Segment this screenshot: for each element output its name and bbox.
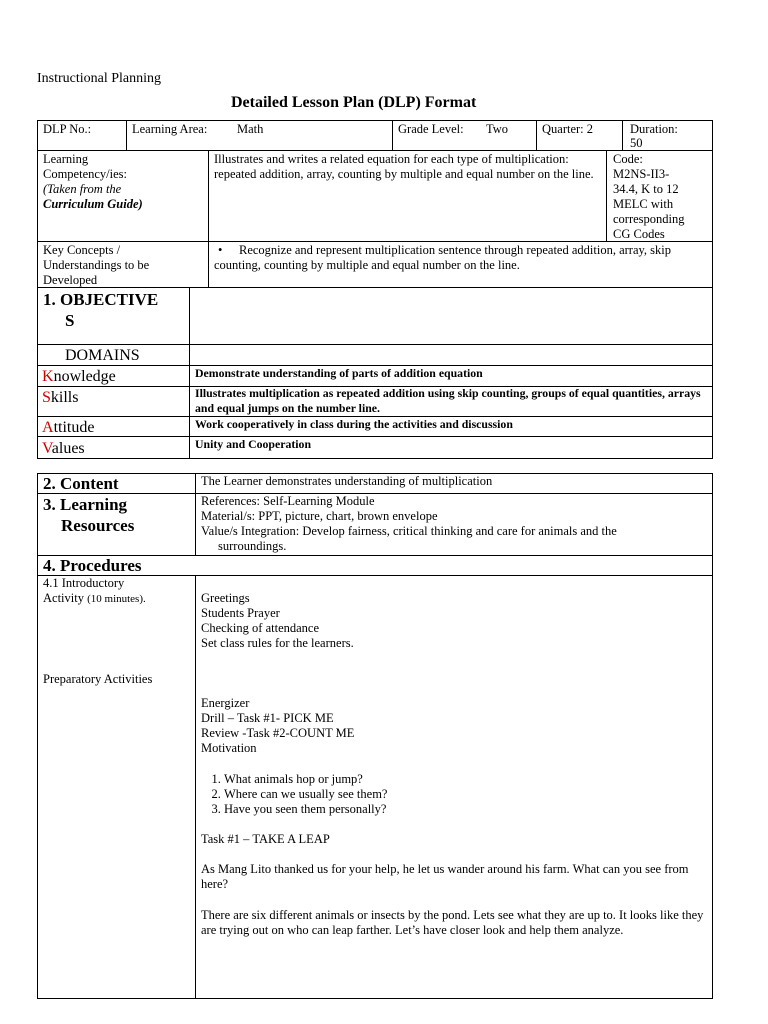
row-divider — [37, 150, 713, 151]
key-concepts-label-line: Understandings to be — [43, 258, 150, 272]
domain-skills-label: Skills — [42, 389, 79, 406]
procedures-heading: 4. Procedures — [43, 556, 142, 575]
code-line: M2NS-II3- — [613, 167, 670, 181]
institution-heading: Instructional Planning — [37, 71, 162, 86]
row-divider — [37, 241, 713, 242]
objectives-heading: 1. OBJECTIVE — [43, 290, 159, 309]
key-concepts-label-line: Developed — [43, 273, 98, 287]
list-item: Greetings — [201, 591, 250, 605]
table-border — [37, 120, 713, 121]
col-divider — [392, 120, 393, 150]
learning-area-value: Math — [237, 122, 264, 136]
code-line: corresponding — [613, 212, 685, 226]
competency-label-line: Learning — [43, 152, 89, 166]
table-border — [37, 120, 38, 458]
code-line: 34.4, K to 12 — [613, 182, 679, 196]
row-divider — [37, 344, 713, 345]
code-line: CG Codes — [613, 227, 665, 241]
task-title: Task #1 – TAKE A LEAP — [201, 832, 330, 846]
table-border — [37, 998, 713, 999]
competency-text: Illustrates and writes a related equation for each type of multiplication: repeated addition, array, counting by multiple and equal number on the line. — [214, 152, 594, 181]
bullet-icon: • — [218, 243, 223, 257]
duration-value: 50 — [630, 136, 643, 150]
preparatory-activities-label: Preparatory Activities — [43, 672, 153, 686]
activities-list — [201, 696, 354, 756]
task-paragraph: As Mang Lito thanked us for your help, he let us wander around his farm. What can you see from here? — [201, 862, 689, 891]
grade-level-label: Grade Level: — [398, 122, 464, 136]
opening-list — [201, 591, 354, 651]
content-text: The Learner demonstrates understanding of multiplication — [201, 474, 493, 488]
resources-heading: 3. Learning — [43, 495, 128, 514]
learning-area-label: Learning Area: — [132, 122, 208, 136]
competency-code — [613, 152, 685, 242]
question-item: 3. Have you seen them personally? — [224, 802, 387, 817]
domain-attitude-label: Attitude — [42, 419, 95, 436]
table-border — [37, 473, 38, 998]
list-item: Energizer — [201, 696, 250, 710]
duration-label: Duration: — [630, 122, 678, 136]
domain-skills-text: Illustrates multiplication as repeated addition using skip counting, groups of equal quantities, arrays and equal jumps on the number line. — [195, 386, 701, 416]
key-concepts-label — [43, 243, 149, 288]
row-divider — [37, 436, 713, 437]
code-line: MELC with — [613, 197, 674, 211]
col-divider — [195, 473, 196, 555]
competency-label — [43, 152, 143, 212]
list-item: Students Prayer — [201, 606, 280, 620]
competency-label-source: Curriculum Guide) — [43, 197, 143, 211]
resources-values-cont: surroundings. — [218, 539, 287, 553]
domain-values-text: Unity and Cooperation — [195, 437, 312, 451]
table-border — [712, 473, 713, 998]
page-title: Detailed Lesson Plan (DLP) Format — [231, 94, 477, 111]
content-heading: 2. Content — [43, 474, 119, 493]
grade-level-value: Two — [486, 122, 509, 136]
col-divider — [195, 575, 196, 998]
dlp-no-label: DLP No.: — [43, 122, 92, 136]
domain-knowledge-text: Demonstrate understanding of parts of addition equation — [195, 366, 483, 380]
key-concepts-label-line: Key Concepts / — [43, 243, 121, 257]
key-concepts-text: Recognize and represent multiplication sentence through repeated addition, array, skip counting, counting by multiple and equal number on the line. — [214, 243, 672, 272]
competency-label-line: Competency/ies: — [43, 167, 128, 181]
list-item: Motivation — [201, 741, 257, 755]
quarter-field: Quarter: 2 — [542, 122, 594, 136]
col-divider — [606, 150, 607, 241]
list-item: Set class rules for the learners. — [201, 636, 354, 650]
domain-knowledge-label: Knowledge — [42, 368, 116, 385]
table-border — [37, 458, 713, 459]
col-divider — [126, 120, 127, 150]
table-border — [712, 120, 713, 458]
col-divider — [189, 287, 190, 458]
competency-label-note: (Taken from the — [43, 182, 122, 196]
intro-minutes: (10 minutes). — [87, 593, 146, 605]
task-paragraph: There are six different animals or insects by the pond. Lets see what they are up to. It looks like they are trying out on who can leap farther. Let’s have closer look and help them analyze. — [201, 908, 704, 937]
row-divider — [37, 493, 713, 494]
question-item: 1. What animals hop or jump? — [224, 772, 387, 787]
intro-activity-label: 4.1 Introductory Activity (10 minutes). — [43, 576, 146, 605]
resources-values: Value/s Integration: Develop fairness, critical thinking and care for animals and the — [201, 524, 617, 538]
list-item: Drill – Task #1- PICK ME — [201, 711, 334, 725]
col-divider — [208, 150, 209, 287]
domain-values-label: Values — [42, 440, 85, 457]
list-item: Checking of attendance — [201, 621, 320, 635]
domains-label: DOMAINS — [65, 347, 140, 364]
list-item: Review -Task #2-COUNT ME — [201, 726, 355, 740]
objectives-heading-cont: S — [65, 311, 75, 330]
col-divider — [622, 120, 623, 150]
question-item: 2. Where can we usually see them? — [224, 787, 387, 802]
resources-materials: Material/s: PPT, picture, chart, brown envelope — [201, 509, 438, 523]
resources-references: References: Self-Learning Module — [201, 494, 375, 508]
col-divider — [536, 120, 537, 150]
motivation-questions — [204, 772, 387, 817]
domain-attitude-text: Work cooperatively in class during the activities and discussion — [195, 417, 513, 431]
resources-heading-cont: Resources — [61, 516, 135, 535]
code-line: Code: — [613, 152, 643, 166]
